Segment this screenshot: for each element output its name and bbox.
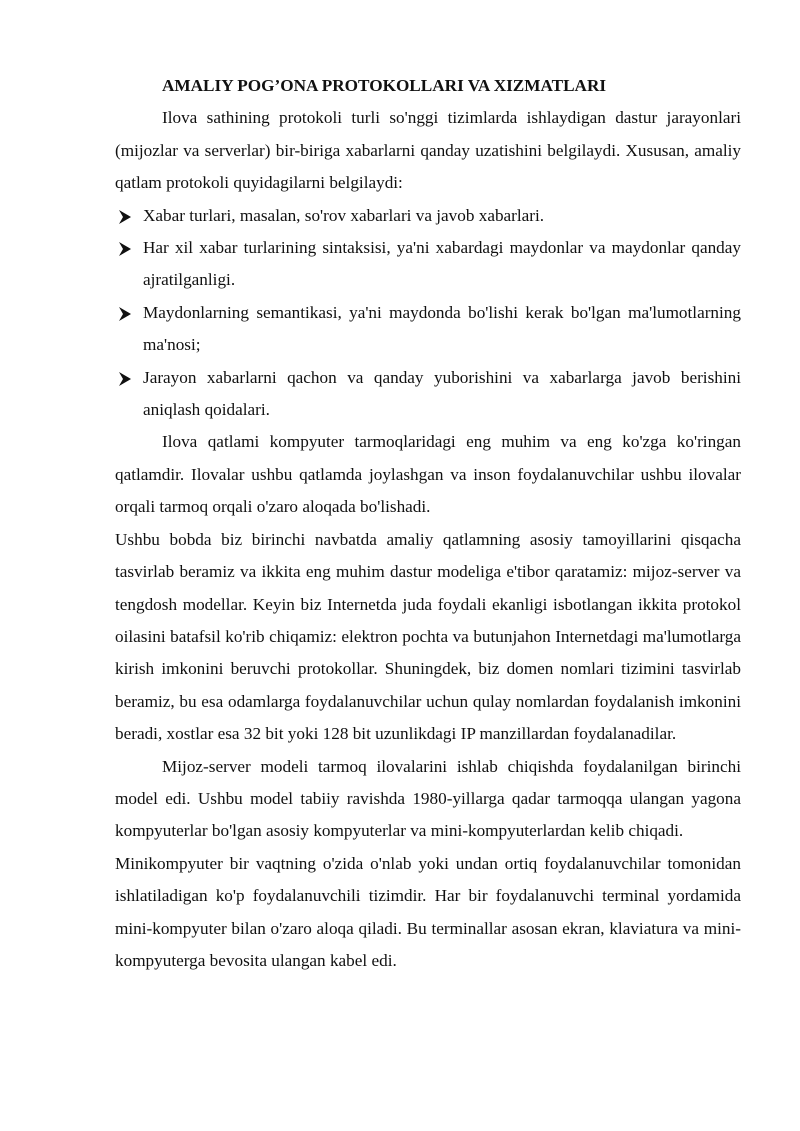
intro-paragraph: Ilova sathining protokoli turli so'nggi tizimlarda ishlaydigan dastur jarayonlari (mijozlar va serverlar) bir-biriga xabarlarni qanday uzatishini belgilaydi. Xususan, amaliy qatlam protokoli quyidagilarni belgilaydi: (115, 108, 741, 193)
arrowhead-bullet-icon (118, 307, 132, 321)
list-item-text: Har xil xabar turlarining sintaksisi, ya'ni xabardagi maydonlar va maydonlar qanday ajratilganligi. (143, 238, 741, 290)
paragraph-chapter-overview: Ushbu bobda biz birinchi navbatda amaliy qatlamning asosiy tamoyillarini qisqacha tasvirlab beramiz va ikkita eng muhim dastur modeliga e'tibor qaratamiz: mijoz-server va tengdosh modellar. Keyin biz Internetda juda foydali ekanligi isbotlangan ikkita protokol oilasini batafsil ko'rib chiqamiz: elektron pochta va butunjahon Internetdagi ma'lumotlarga kirish imkonini beruvchi protokollar. Shuningdek, biz domen nomlari tizimini tasvirlab beramiz, bu esa odamlarga foydalanuvchilar uchun qulay nomlardan foydalanish imkonini beradi, xostlar esa 32 bit yoki 128 bit uzunlikdagi IP manzillardan foydalanadilar. (115, 529, 741, 744)
list-item (115, 200, 741, 232)
list-item-text: Maydonlarning semantikasi, ya'ni maydonda bo'lishi kerak bo'lgan ma'lumotlarning ma'nosi; (143, 302, 741, 355)
arrowhead-bullet-icon (118, 372, 132, 386)
document-title: AMALIY POG’ONA PROTOKOLLARI VA XIZMATLARI (162, 76, 607, 95)
list-item (115, 362, 741, 427)
list-item (115, 297, 741, 362)
list-item (115, 232, 741, 297)
paragraph-application-layer: Ilova qatlami kompyuter tarmoqlaridagi eng muhim va eng ko'zga ko'ringan qatlamdir. Ilovalar ushbu qatlamda joylashgan va inson foydalanuvchilar ushbu ilovalar orqali tarmoq orqali o'zaro aloqada bo'lishadi. (115, 432, 741, 517)
arrowhead-bullet-icon (118, 242, 132, 256)
list-item-text: Jarayon xabarlarni qachon va qanday yuborishini va xabarlarga javob berishini aniqlash qoidalari. (143, 367, 741, 420)
document-page (115, 70, 741, 977)
paragraph-client-server: Mijoz-server modeli tarmoq ilovalarini ishlab chiqishda foydalanilgan birinchi model edi. Ushbu model tabiiy ravishda 1980-yillarga qadar tarmoqqa ulangan yagona kompyuterlar bo'lgan asosiy kompyuterlar va mini-kompyuterlardan kelib chiqadi. (115, 756, 741, 841)
list-item-text: Xabar turlari, masalan, so'rov xabarlari va javob xabarlari. (143, 205, 545, 225)
paragraph-minicomputer: Minikompyuter bir vaqtning o'zida o'nlab yoki undan ortiq foydalanuvchilar tomonidan ishlatiladigan ko'p foydalanuvchili tizimdir. Har bir foydalanuvchi terminal yordamida mini-kompyuter bilan o'zaro aloqa qiladi. Bu terminallar asosan ekran, klaviatura va mini-kompyuterga bevosita ulangan kabel edi. (115, 853, 741, 970)
arrowhead-bullet-icon (118, 210, 132, 224)
protocol-definitions-list (115, 200, 741, 427)
